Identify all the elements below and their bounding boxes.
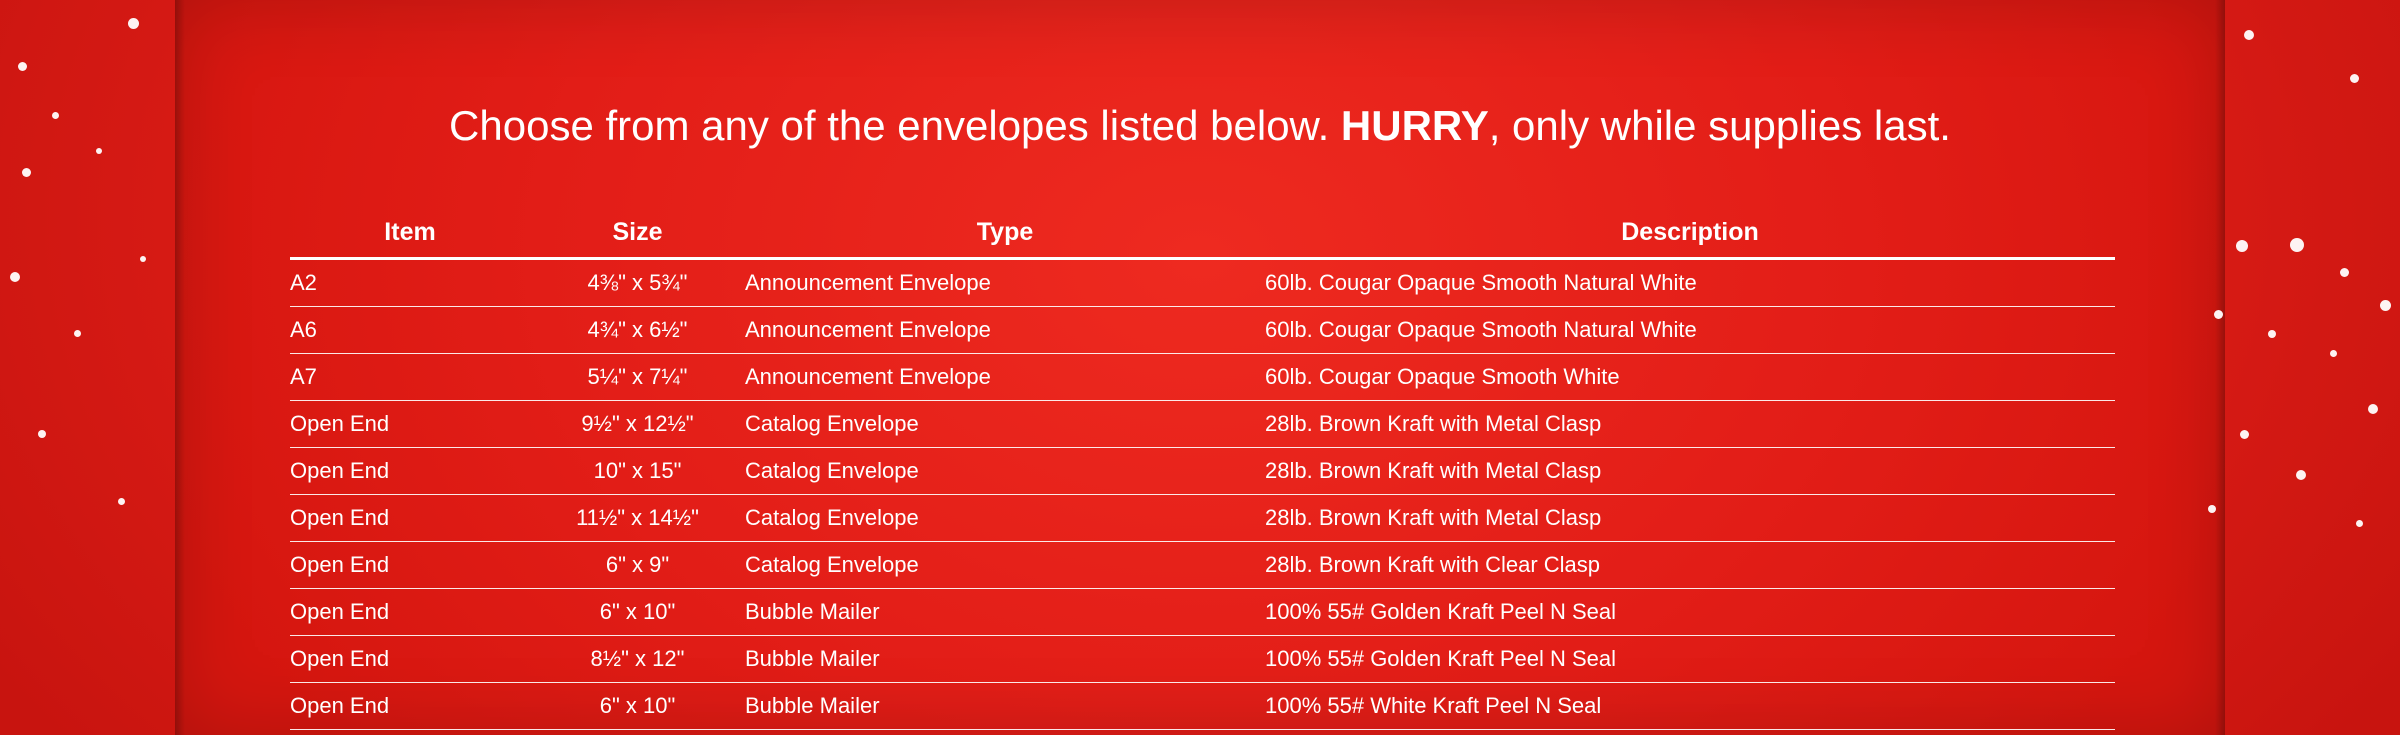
cell-description: 100% 55# Golden Kraft Peel N Seal (1265, 636, 2115, 683)
cell-type: Bubble Mailer (745, 683, 1265, 730)
cell-size: 6" x 10" (530, 589, 745, 636)
envelope-table (290, 218, 2115, 730)
subheadline-emphasis: HURRY (1340, 102, 1489, 149)
cell-size: 6" x 9" (530, 542, 745, 589)
table-row (290, 542, 2115, 589)
cell-item: Open End (290, 448, 530, 495)
cell-description: 28lb. Brown Kraft with Clear Clasp (1265, 542, 2115, 589)
cell-size: 6" x 10" (530, 683, 745, 730)
cell-description: 60lb. Cougar Opaque Smooth Natural White (1265, 259, 2115, 307)
cell-description: 28lb. Brown Kraft with Metal Clasp (1265, 448, 2115, 495)
cell-description: 28lb. Brown Kraft with Metal Clasp (1265, 401, 2115, 448)
envelope-table-container (290, 218, 2115, 730)
cell-type: Bubble Mailer (745, 589, 1265, 636)
cell-size: 11½" x 14½" (530, 495, 745, 542)
column-header-item: Item (290, 218, 530, 259)
table-header (290, 218, 2115, 259)
table-row (290, 589, 2115, 636)
column-header-type: Type (745, 218, 1265, 259)
cell-item: Open End (290, 589, 530, 636)
table-row (290, 683, 2115, 730)
cell-description: 28lb. Brown Kraft with Metal Clasp (1265, 495, 2115, 542)
table-row (290, 259, 2115, 307)
cell-type: Announcement Envelope (745, 307, 1265, 354)
table-row (290, 354, 2115, 401)
cell-size: 4¾" x 6½" (530, 307, 745, 354)
cell-size: 4⅜" x 5¾" (530, 259, 745, 307)
table-row (290, 448, 2115, 495)
cell-type: Bubble Mailer (745, 636, 1265, 683)
cell-description: 100% 55# White Kraft Peel N Seal (1265, 683, 2115, 730)
cell-description: 60lb. Cougar Opaque Smooth White (1265, 354, 2115, 401)
cell-item: Open End (290, 542, 530, 589)
cell-size: 10" x 15" (530, 448, 745, 495)
cell-type: Catalog Envelope (745, 448, 1265, 495)
cell-size: 9½" x 12½" (530, 401, 745, 448)
table-row (290, 401, 2115, 448)
table-body (290, 259, 2115, 730)
cell-type: Catalog Envelope (745, 542, 1265, 589)
subheadline (0, 102, 2400, 149)
cell-size: 8½" x 12" (530, 636, 745, 683)
cell-type: Announcement Envelope (745, 354, 1265, 401)
cell-description: 60lb. Cougar Opaque Smooth Natural White (1265, 307, 2115, 354)
cell-type: Catalog Envelope (745, 401, 1265, 448)
cell-item: Open End (290, 495, 530, 542)
column-header-size: Size (530, 218, 745, 259)
table-row (290, 495, 2115, 542)
cell-description: 100% 55# Golden Kraft Peel N Seal (1265, 589, 2115, 636)
column-header-description: Description (1265, 218, 2115, 259)
cell-item: A6 (290, 307, 530, 354)
cell-item: Open End (290, 636, 530, 683)
cell-item: A7 (290, 354, 530, 401)
cell-size: 5¼" x 7¼" (530, 354, 745, 401)
subheadline-before: Choose from any of the envelopes listed below. (449, 102, 1330, 149)
cell-item: Open End (290, 401, 530, 448)
subheadline-after: , only while supplies last. (1488, 102, 1951, 149)
cell-type: Catalog Envelope (745, 495, 1265, 542)
cell-item: A2 (290, 259, 530, 307)
page-headline (0, 0, 2400, 24)
table-row (290, 307, 2115, 354)
table-header-row (290, 218, 2115, 259)
cell-type: Announcement Envelope (745, 259, 1265, 307)
cell-item: Open End (290, 683, 530, 730)
table-row (290, 636, 2115, 683)
